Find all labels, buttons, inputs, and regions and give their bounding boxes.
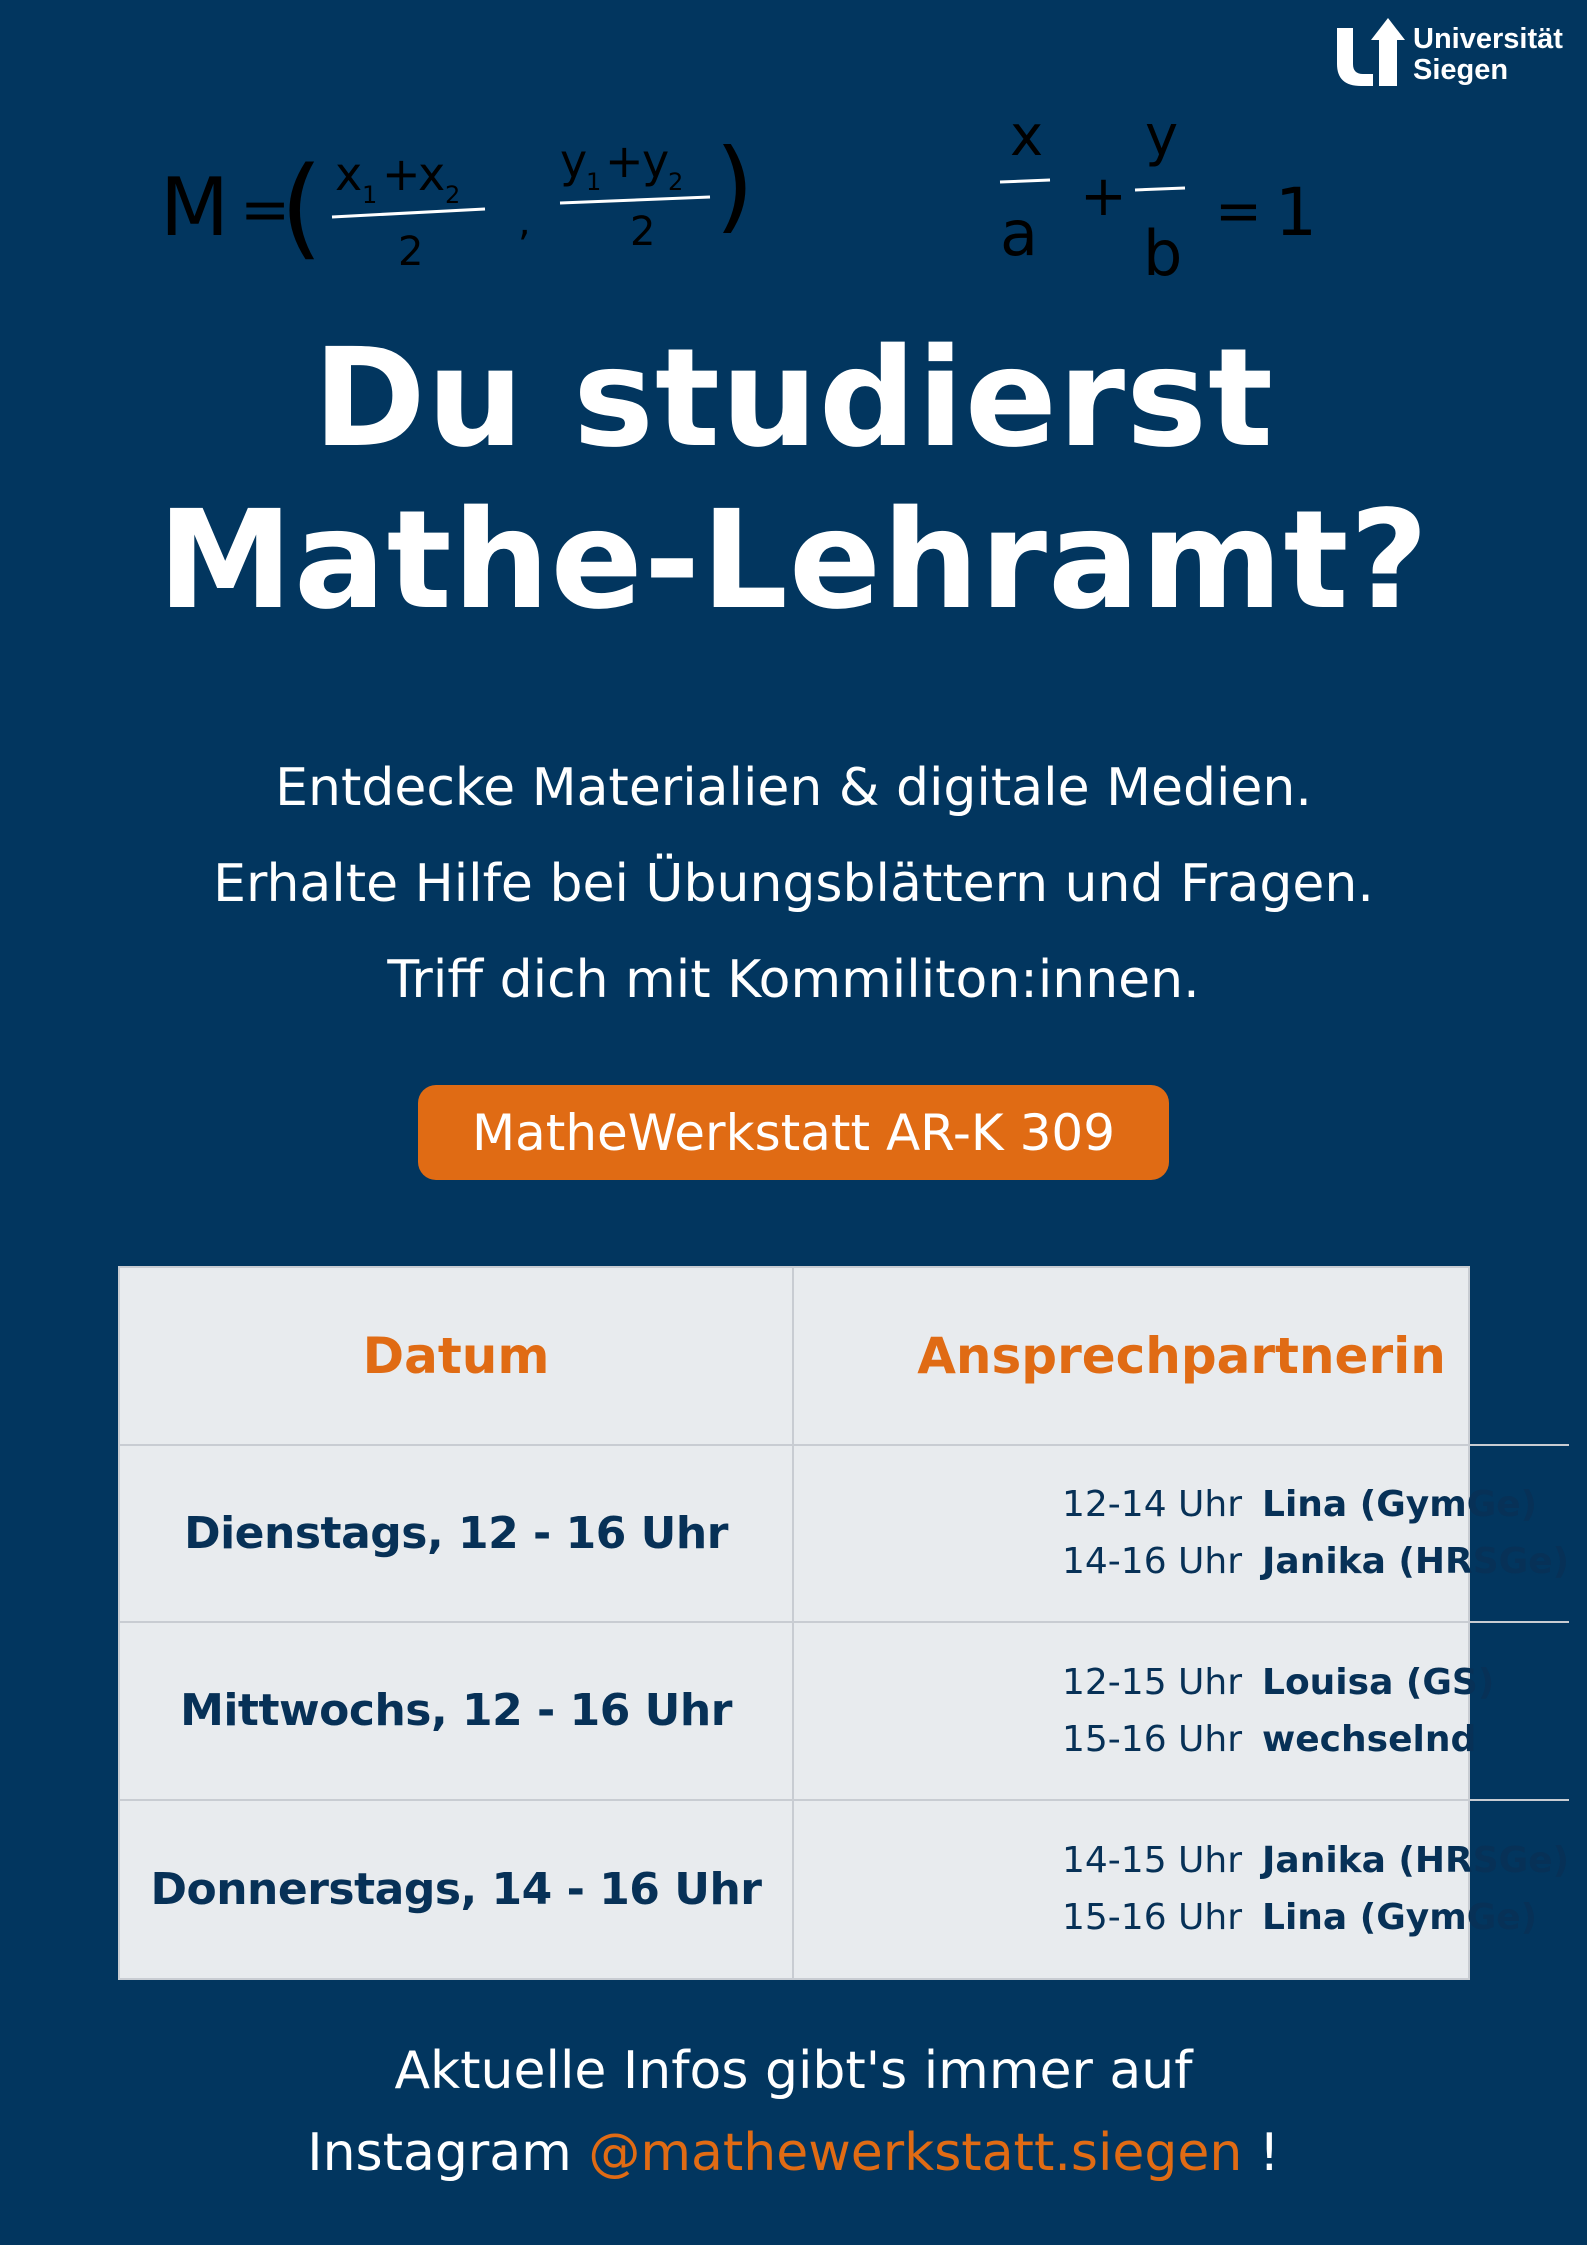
svg-text:(: ( bbox=[280, 143, 323, 271]
footer-line-2 bbox=[0, 2112, 1587, 2194]
intro-line-1: Entdecke Materialien & digitale Medien. bbox=[275, 758, 1312, 818]
slot-person: wechselnd bbox=[1262, 1718, 1477, 1760]
slot-person: Janika (HRSGe) bbox=[1262, 1840, 1570, 1882]
slot bbox=[1062, 1832, 1569, 1889]
svg-text:1: 1 bbox=[586, 168, 602, 196]
slot-time: 14-16 Uhr bbox=[1062, 1541, 1243, 1583]
slot-person: Louisa (GS) bbox=[1262, 1661, 1495, 1703]
table-row-slots bbox=[794, 1801, 1569, 1979]
slot-person: Lina (GymGe) bbox=[1262, 1484, 1538, 1526]
table-header-date: Datum bbox=[120, 1268, 794, 1446]
svg-text:x: x bbox=[418, 147, 446, 201]
university-logo-icon bbox=[1333, 14, 1409, 90]
svg-text:,: , bbox=[518, 199, 531, 245]
svg-text:2: 2 bbox=[668, 168, 684, 196]
logo-line-2: Siegen bbox=[1413, 54, 1509, 86]
headline-line-2: Mathe-Lehramt? bbox=[157, 482, 1430, 640]
svg-text:x: x bbox=[335, 147, 363, 201]
headline bbox=[0, 318, 1587, 642]
svg-text:x: x bbox=[1010, 105, 1044, 169]
svg-text:1: 1 bbox=[362, 181, 378, 209]
svg-text:2: 2 bbox=[630, 209, 656, 255]
svg-text:1: 1 bbox=[1275, 174, 1317, 251]
line-equation-illustration bbox=[985, 105, 1325, 295]
headline-line-1: Du studierst bbox=[312, 320, 1275, 478]
instagram-handle-link[interactable]: @mathewerkstatt.siegen bbox=[588, 2123, 1243, 2183]
slot-time: 12-14 Uhr bbox=[1062, 1484, 1243, 1526]
slot bbox=[1062, 1654, 1494, 1711]
slot bbox=[1062, 1476, 1537, 1533]
svg-text:y: y bbox=[1145, 105, 1179, 169]
intro-line-3: Triff dich mit Kommiliton:innen. bbox=[387, 950, 1200, 1010]
schedule-table bbox=[118, 1266, 1570, 1980]
svg-text:2: 2 bbox=[398, 229, 424, 275]
slot-time: 12-15 Uhr bbox=[1062, 1661, 1243, 1703]
university-logo bbox=[1333, 14, 1573, 94]
svg-text:+: + bbox=[605, 134, 644, 188]
logo-line-1: Universität bbox=[1413, 23, 1563, 55]
footer-line-1: Aktuelle Infos gibt's immer auf bbox=[394, 2041, 1193, 2101]
svg-text:=: = bbox=[240, 175, 291, 245]
svg-text:y: y bbox=[560, 134, 588, 188]
svg-text:=: = bbox=[1215, 179, 1262, 244]
slot bbox=[1062, 1533, 1569, 1590]
table-row-day: Donnerstags, 14 - 16 Uhr bbox=[120, 1801, 794, 1979]
svg-text:a: a bbox=[1000, 197, 1038, 270]
table-row-slots bbox=[794, 1446, 1569, 1624]
table-row-slots bbox=[794, 1623, 1569, 1801]
slot bbox=[1062, 1889, 1537, 1946]
intro-line-2: Erhalte Hilfe bei Übungsblättern und Fragen. bbox=[213, 854, 1374, 914]
svg-text:): ) bbox=[715, 127, 755, 244]
slot bbox=[1062, 1711, 1476, 1768]
table-row-day: Dienstags, 12 - 16 Uhr bbox=[120, 1446, 794, 1624]
footer-info bbox=[0, 2030, 1587, 2194]
svg-text:2: 2 bbox=[445, 181, 461, 209]
location-badge: MatheWerkstatt AR-K 309 bbox=[418, 1085, 1169, 1180]
svg-text:y: y bbox=[642, 134, 670, 188]
slot-person: Lina (GymGe) bbox=[1262, 1897, 1538, 1939]
table-row-day: Mittwochs, 12 - 16 Uhr bbox=[120, 1623, 794, 1801]
svg-text:+: + bbox=[1080, 164, 1127, 229]
table-header-contact: Ansprechpartnerin bbox=[794, 1268, 1569, 1446]
svg-text:+: + bbox=[382, 147, 421, 201]
slot-person: Janika (HRSGe) bbox=[1262, 1541, 1570, 1583]
footer-suffix: ! bbox=[1242, 2123, 1280, 2183]
intro-text bbox=[0, 740, 1587, 1028]
slot-time: 15-16 Uhr bbox=[1062, 1897, 1243, 1939]
svg-text:b: b bbox=[1143, 217, 1183, 290]
slot-time: 14-15 Uhr bbox=[1062, 1840, 1243, 1882]
midpoint-formula-illustration bbox=[150, 105, 770, 295]
svg-text:M: M bbox=[160, 161, 230, 254]
footer-prefix: Instagram bbox=[307, 2123, 589, 2183]
slot-time: 15-16 Uhr bbox=[1062, 1718, 1243, 1760]
